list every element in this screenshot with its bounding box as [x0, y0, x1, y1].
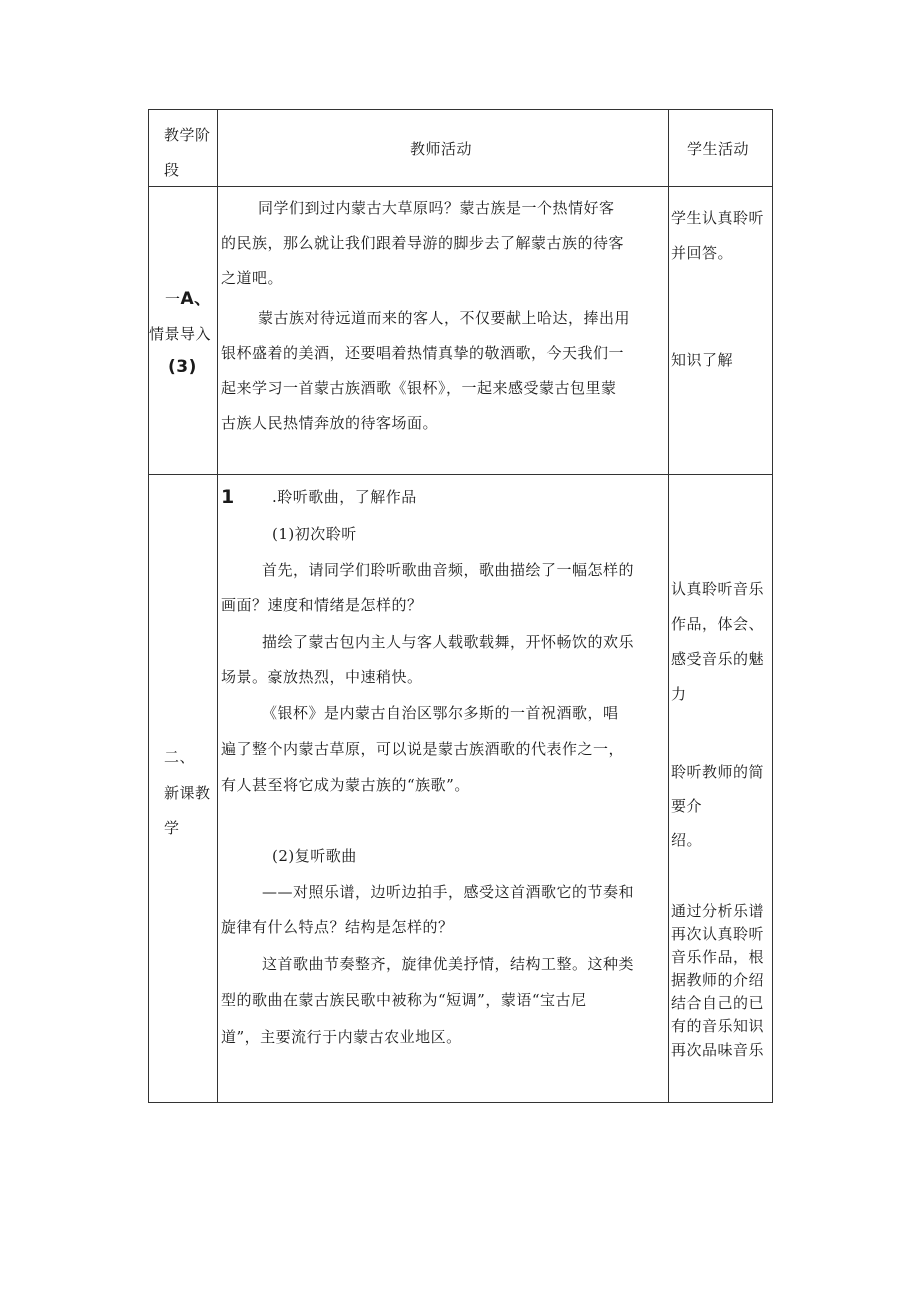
section2-stage-line1: 二、 [164, 748, 196, 766]
section2-student-line: 再次品味音乐 [671, 1041, 765, 1059]
section2-teacher-line: 场景。豪放热烈，中速稍快。 [221, 668, 423, 686]
header-stage-line1: 教学阶 [164, 126, 211, 144]
section2-teacher-line: 有人甚至将它成为蒙古族的“族歌”。 [221, 776, 470, 794]
section2-student-line: 绍。 [671, 831, 703, 849]
section2-teacher-line: (2)复听歌曲 [272, 847, 357, 865]
section2-teacher-line: 《银杯》是内蒙古自治区鄂尔多斯的一首祝酒歌，唱 [262, 704, 619, 722]
section1-teacher-line: 的民族，那么就让我们跟着导游的脚步去了解蒙古族的待客 [221, 234, 625, 252]
section1-teacher-line: 古族人民热情奔放的待客场面。 [221, 414, 439, 432]
section1-student-line: 知识了解 [671, 351, 734, 369]
section1-stage-marker: A、 [180, 289, 212, 309]
section1-teacher-line: 银杯盛着的美酒，还要唱着热情真挚的敬酒歌，今天我们一 [221, 344, 625, 362]
section2-step-number: 1 [221, 486, 235, 508]
section2-stage-line3: 学 [164, 819, 180, 837]
section2-student-line: 再次认真聆听 [671, 925, 765, 943]
section2-stage-line2: 新课教 [164, 784, 211, 802]
section2-teacher-line: ——对照乐谱，边听边拍手，感受这首酒歌它的节奏和 [262, 883, 635, 901]
section2-step-title: .聆听歌曲，了解作品 [272, 488, 417, 506]
row-divider [149, 186, 772, 187]
section2-teacher-line: (1)初次聆听 [272, 525, 357, 543]
section2-student-line: 要介 [671, 797, 703, 815]
header-teacher-activity: 教师活动 [410, 140, 473, 158]
section1-teacher-line: 同学们到过内蒙古大草原吗？蒙古族是一个热情好客 [258, 199, 615, 217]
section1-stage-line2: 情景导入 [149, 325, 212, 343]
header-stage-line2: 段 [164, 161, 180, 179]
section2-teacher-line: 画面？速度和情绪是怎样的？ [221, 596, 423, 614]
section2-teacher-line: 道”，主要流行于内蒙古农业地区。 [221, 1028, 462, 1046]
section2-teacher-line: 遍了整个内蒙古草原，可以说是蒙古族酒歌的代表作之一， [221, 740, 625, 758]
column-divider [217, 110, 218, 1102]
section2-student-line: 力 [671, 685, 687, 703]
row-divider [149, 474, 772, 475]
section2-student-line: 有的音乐知识 [671, 1017, 765, 1035]
section1-stage-line1 [165, 287, 212, 311]
section2-student-line: 音乐作品，根 [671, 948, 765, 966]
section1-teacher-line: 之道吧。 [221, 269, 284, 287]
section2-student-line: 认真聆听音乐 [671, 580, 765, 598]
section2-teacher-line: 这首歌曲节奏整齐，旋律优美抒情，结构工整。这种类 [262, 955, 635, 973]
section1-teacher-line: 起来学习一首蒙古族酒歌《银杯》，一起来感受蒙古包里蒙 [221, 379, 617, 397]
section2-student-line: 据教师的介绍 [671, 971, 765, 989]
section1-stage-line3: (3) [168, 357, 197, 377]
header-student-activity: 学生活动 [687, 140, 750, 158]
section1-student-line: 学生认真聆听 [671, 209, 765, 227]
section2-student-line: 聆听教师的简 [671, 763, 765, 781]
section2-student-line: 感受音乐的魅 [671, 650, 765, 668]
section2-student-line: 结合自己的已 [671, 994, 765, 1012]
section2-teacher-line: 旋律有什么特点？结构是怎样的？ [221, 918, 454, 936]
column-divider [668, 110, 669, 1102]
section2-student-line: 作品，体会、 [671, 615, 765, 633]
section2-student-line: 通过分析乐谱 [671, 902, 765, 920]
section2-teacher-line: 首先，请同学们聆听歌曲音频，歌曲描绘了一幅怎样的 [262, 561, 635, 579]
section2-teacher-line: 型的歌曲在蒙古族民歌中被称为“短调”，蒙语“宝古尼 [221, 991, 587, 1009]
section1-teacher-line: 蒙古族对待远道而来的客人，不仅要献上哈达，捧出用 [258, 309, 631, 327]
section1-student-line: 并回答。 [671, 244, 734, 262]
section1-stage-prefix: 一 [165, 290, 181, 308]
section2-teacher-line: 描绘了蒙古包内主人与客人载歌载舞，开怀畅饮的欢乐 [262, 633, 635, 651]
